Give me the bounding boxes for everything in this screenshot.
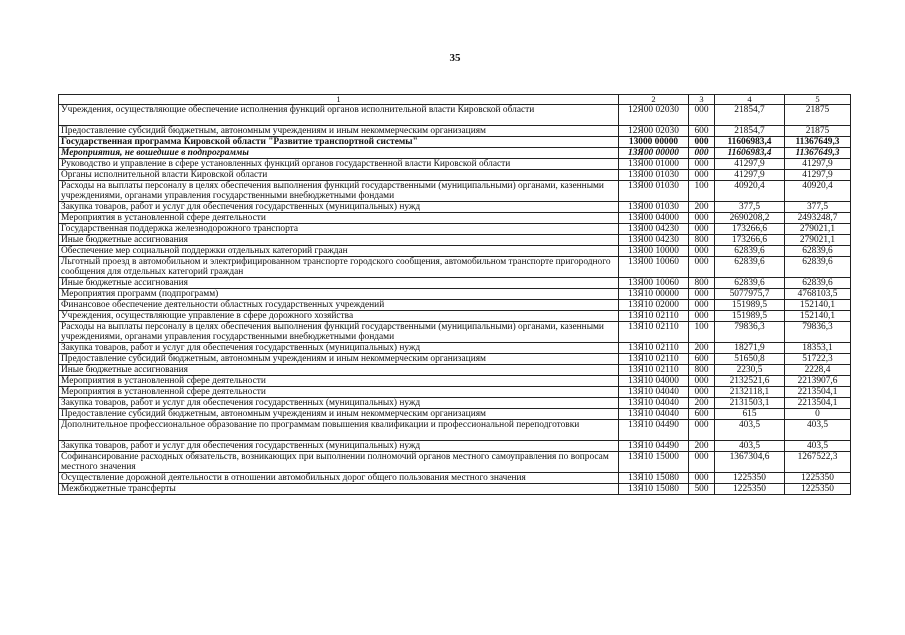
- table-row: [59, 246, 851, 257]
- cell-code: 13Я10 04000: [619, 376, 689, 387]
- cell-code: 13Я00 01030: [619, 202, 689, 213]
- cell-expense-type: 000: [689, 213, 715, 224]
- cell-name: Предоставление субсидий бюджетным, автономным учреждениям и иным некоммерческим организациям: [59, 409, 619, 420]
- cell-name: Мероприятия в установленной сфере деятельности: [59, 387, 619, 398]
- cell-code: 12Я00 02030: [619, 126, 689, 137]
- table-row: [59, 387, 851, 398]
- cell-code: 12Я00 02030: [619, 105, 689, 126]
- cell-amount-col4: 2132521,6: [715, 376, 785, 387]
- cell-expense-type: 000: [689, 387, 715, 398]
- table-row: [59, 181, 851, 202]
- cell-code: 13Я10 02110: [619, 343, 689, 354]
- cell-code: 13Я10 15080: [619, 484, 689, 495]
- cell-amount-col5: 41297,9: [785, 159, 851, 170]
- table-row: [59, 278, 851, 289]
- cell-name: Расходы на выплаты персоналу в целях обеспечения выполнения функций государственными (муниципальными) органами, казенными учреждениями, органами управления государственными внебюджетными фондами: [59, 322, 619, 343]
- cell-amount-col5: 62839,6: [785, 278, 851, 289]
- cell-name: Закупка товаров, работ и услуг для обеспечения государственных (муниципальных) нужд: [59, 398, 619, 409]
- cell-expense-type: 000: [689, 289, 715, 300]
- cell-amount-col5: 4768103,5: [785, 289, 851, 300]
- cell-expense-type: 800: [689, 278, 715, 289]
- cell-amount-col4: 151989,5: [715, 300, 785, 311]
- cell-name: Руководство и управление в сфере установленных функций органов государственной власти Кировской области: [59, 159, 619, 170]
- cell-amount-col4: 2131503,1: [715, 398, 785, 409]
- cell-amount-col4: 377,5: [715, 202, 785, 213]
- cell-name: Мероприятия программ (подпрограмм): [59, 289, 619, 300]
- cell-amount-col4: 21854,7: [715, 126, 785, 137]
- cell-name: Обеспечение мер социальной поддержки отдельных категорий граждан: [59, 246, 619, 257]
- table-row: [59, 420, 851, 441]
- cell-amount-col4: 2132118,1: [715, 387, 785, 398]
- cell-name: Иные бюджетные ассигнования: [59, 278, 619, 289]
- cell-code: 13Я10 00000: [619, 289, 689, 300]
- cell-expense-type: 000: [689, 105, 715, 126]
- budget-table: [58, 94, 851, 495]
- cell-code: 13Я10 02110: [619, 365, 689, 376]
- cell-name: Мероприятия в установленной сфере деятельности: [59, 213, 619, 224]
- cell-amount-col4: 615: [715, 409, 785, 420]
- cell-amount-col5: 2213907,6: [785, 376, 851, 387]
- cell-amount-col5: 0: [785, 409, 851, 420]
- cell-amount-col5: 403,5: [785, 441, 851, 452]
- cell-name: Предоставление субсидий бюджетным, автономным учреждениям и иным некоммерческим организациям: [59, 354, 619, 365]
- cell-code: 13Я00 01000: [619, 159, 689, 170]
- cell-amount-col4: 1367304,6: [715, 452, 785, 473]
- cell-code: 13Я10 02110: [619, 322, 689, 343]
- table-row: [59, 409, 851, 420]
- cell-amount-col5: 279021,1: [785, 224, 851, 235]
- cell-code: 13Я10 04040: [619, 398, 689, 409]
- cell-amount-col4: 41297,9: [715, 159, 785, 170]
- cell-expense-type: 600: [689, 126, 715, 137]
- cell-name: Закупка товаров, работ и услуг для обеспечения государственных (муниципальных) нужд: [59, 343, 619, 354]
- cell-expense-type: 200: [689, 441, 715, 452]
- cell-name: Иные бюджетные ассигнования: [59, 235, 619, 246]
- cell-expense-type: 500: [689, 484, 715, 495]
- cell-code: 13Я00 04230: [619, 224, 689, 235]
- cell-expense-type: 000: [689, 420, 715, 441]
- cell-code: 13Я10 04490: [619, 420, 689, 441]
- cell-code: 13Я00 04000: [619, 213, 689, 224]
- cell-amount-col5: 2493248,7: [785, 213, 851, 224]
- cell-name: Дополнительное профессиональное образование по программам повышения квалификации и профессиональной переподготовки: [59, 420, 619, 441]
- cell-expense-type: 600: [689, 409, 715, 420]
- cell-code: 13Я00 04230: [619, 235, 689, 246]
- cell-amount-col4: 403,5: [715, 420, 785, 441]
- cell-name: Органы исполнительной власти Кировской области: [59, 170, 619, 181]
- table-row: [59, 473, 851, 484]
- page-number: 35: [449, 52, 461, 64]
- cell-amount-col4: 18271,9: [715, 343, 785, 354]
- table-row: [59, 322, 851, 343]
- cell-code: 13Я00 00000: [619, 148, 689, 159]
- cell-amount-col5: 1225350: [785, 473, 851, 484]
- cell-expense-type: 000: [689, 257, 715, 278]
- cell-amount-col5: 21875: [785, 105, 851, 126]
- table-row: [59, 105, 851, 126]
- cell-expense-type: 100: [689, 181, 715, 202]
- cell-code: 13Я10 02000: [619, 300, 689, 311]
- header-col-type: 3: [689, 95, 715, 105]
- cell-code: 13Я10 04040: [619, 409, 689, 420]
- table-row: [59, 170, 851, 181]
- cell-amount-col4: 11606983,4: [715, 148, 785, 159]
- cell-name: Учреждения, осуществляющие управление в сфере дорожного хозяйства: [59, 311, 619, 322]
- cell-amount-col5: 403,5: [785, 420, 851, 441]
- cell-name: Льготный проезд в автомобильном и электрифицированном транспорте городского сообщения, автомобильном транспорте пригородного сообщения для отдельных категорий граждан: [59, 257, 619, 278]
- cell-amount-col4: 62839,6: [715, 278, 785, 289]
- table-row: [59, 300, 851, 311]
- cell-amount-col4: 1225350: [715, 484, 785, 495]
- table-row: [59, 148, 851, 159]
- cell-amount-col5: 1225350: [785, 484, 851, 495]
- cell-amount-col5: 79836,3: [785, 322, 851, 343]
- cell-amount-col5: 279021,1: [785, 235, 851, 246]
- cell-name: Межбюджетные трансферты: [59, 484, 619, 495]
- cell-code: 13Я10 15000: [619, 452, 689, 473]
- cell-name: Государственная программа Кировской области "Развитие транспортной системы": [59, 137, 619, 148]
- table-row: [59, 257, 851, 278]
- cell-expense-type: 000: [689, 137, 715, 148]
- cell-expense-type: 200: [689, 398, 715, 409]
- cell-code: 13Я10 04490: [619, 441, 689, 452]
- cell-amount-col4: 2230,5: [715, 365, 785, 376]
- header-col-code: 2: [619, 95, 689, 105]
- cell-code: 13Я10 15080: [619, 473, 689, 484]
- cell-amount-col5: 21875: [785, 126, 851, 137]
- cell-name: Мероприятия, не вошедшие в подпрограммы: [59, 148, 619, 159]
- cell-expense-type: 000: [689, 148, 715, 159]
- table-row: [59, 202, 851, 213]
- table-header-row: [59, 95, 851, 105]
- cell-expense-type: 000: [689, 170, 715, 181]
- cell-expense-type: 800: [689, 235, 715, 246]
- cell-amount-col5: 2213504,1: [785, 387, 851, 398]
- cell-amount-col4: 51650,8: [715, 354, 785, 365]
- table-row: [59, 376, 851, 387]
- cell-name: Финансовое обеспечение деятельности областных государственных учреждений: [59, 300, 619, 311]
- cell-amount-col5: 62839,6: [785, 246, 851, 257]
- header-col-name: 1: [59, 95, 619, 105]
- cell-expense-type: 000: [689, 311, 715, 322]
- table-row: [59, 441, 851, 452]
- cell-amount-col5: 152140,1: [785, 311, 851, 322]
- cell-amount-col4: 151989,5: [715, 311, 785, 322]
- cell-code: 13Я00 10060: [619, 278, 689, 289]
- cell-amount-col5: 41297,9: [785, 170, 851, 181]
- table-row: [59, 484, 851, 495]
- cell-name: Осуществление дорожной деятельности в отношении автомобильных дорог общего пользования местного значения: [59, 473, 619, 484]
- cell-code: 13Я00 10000: [619, 246, 689, 257]
- cell-amount-col4: 5077975,7: [715, 289, 785, 300]
- table-row: [59, 137, 851, 148]
- cell-name: Закупка товаров, работ и услуг для обеспечения государственных (муниципальных) нужд: [59, 202, 619, 213]
- table-row: [59, 398, 851, 409]
- table-row: [59, 235, 851, 246]
- cell-amount-col4: 2690208,2: [715, 213, 785, 224]
- table-row: [59, 224, 851, 235]
- cell-amount-col5: 51722,3: [785, 354, 851, 365]
- cell-amount-col4: 403,5: [715, 441, 785, 452]
- cell-code: 13Я00 01030: [619, 181, 689, 202]
- cell-expense-type: 000: [689, 473, 715, 484]
- cell-amount-col5: 1267522,3: [785, 452, 851, 473]
- cell-amount-col5: 377,5: [785, 202, 851, 213]
- cell-code: 13Я10 02110: [619, 311, 689, 322]
- cell-amount-col5: 11367649,3: [785, 148, 851, 159]
- cell-amount-col5: 62839,6: [785, 257, 851, 278]
- header-col-year1: 4: [715, 95, 785, 105]
- cell-expense-type: 000: [689, 300, 715, 311]
- table-row: [59, 213, 851, 224]
- cell-amount-col4: 21854,7: [715, 105, 785, 126]
- cell-expense-type: 000: [689, 452, 715, 473]
- cell-amount-col4: 173266,6: [715, 235, 785, 246]
- cell-expense-type: 000: [689, 159, 715, 170]
- cell-amount-col4: 173266,6: [715, 224, 785, 235]
- cell-code: 13Я00 10060: [619, 257, 689, 278]
- table-row: [59, 311, 851, 322]
- cell-expense-type: 200: [689, 202, 715, 213]
- cell-expense-type: 100: [689, 322, 715, 343]
- cell-amount-col5: 40920,4: [785, 181, 851, 202]
- cell-amount-col5: 18353,1: [785, 343, 851, 354]
- cell-code: 13Я10 02110: [619, 354, 689, 365]
- cell-amount-col4: 62839,6: [715, 257, 785, 278]
- cell-amount-col4: 11606983,4: [715, 137, 785, 148]
- table-row: [59, 343, 851, 354]
- cell-amount-col4: 1225350: [715, 473, 785, 484]
- cell-name: Расходы на выплаты персоналу в целях обеспечения выполнения функций государственными (муниципальными) органами, казенными учреждениями, органами управления государственными внебюджетными фондами: [59, 181, 619, 202]
- table-row: [59, 354, 851, 365]
- cell-amount-col5: 2228,4: [785, 365, 851, 376]
- cell-code: 13Я00 01030: [619, 170, 689, 181]
- cell-code: 13000 00000: [619, 137, 689, 148]
- cell-expense-type: 600: [689, 354, 715, 365]
- cell-name: Предоставление субсидий бюджетным, автономным учреждениям и иным некоммерческим организациям: [59, 126, 619, 137]
- cell-expense-type: 800: [689, 365, 715, 376]
- cell-expense-type: 000: [689, 376, 715, 387]
- cell-name: Государственная поддержка железнодорожного транспорта: [59, 224, 619, 235]
- header-col-year2: 5: [785, 95, 851, 105]
- cell-expense-type: 000: [689, 224, 715, 235]
- cell-amount-col4: 62839,6: [715, 246, 785, 257]
- table-row: [59, 159, 851, 170]
- cell-amount-col5: 2213504,1: [785, 398, 851, 409]
- cell-amount-col4: 79836,3: [715, 322, 785, 343]
- cell-expense-type: 000: [689, 246, 715, 257]
- cell-name: Закупка товаров, работ и услуг для обеспечения государственных (муниципальных) нужд: [59, 441, 619, 452]
- cell-code: 13Я10 04040: [619, 387, 689, 398]
- cell-name: Учреждения, осуществляющие обеспечение исполнения функций органов исполнительной власти Кировской области: [59, 105, 619, 126]
- cell-amount-col5: 11367649,3: [785, 137, 851, 148]
- table-row: [59, 452, 851, 473]
- table-row: [59, 289, 851, 300]
- table-row: [59, 365, 851, 376]
- table-row: [59, 126, 851, 137]
- cell-name: Иные бюджетные ассигнования: [59, 365, 619, 376]
- cell-expense-type: 200: [689, 343, 715, 354]
- cell-amount-col4: 40920,4: [715, 181, 785, 202]
- cell-amount-col5: 152140,1: [785, 300, 851, 311]
- cell-name: Мероприятия в установленной сфере деятельности: [59, 376, 619, 387]
- cell-name: Софинансирование расходных обязательств, возникающих при выполнении полномочий органов местного самоуправления по вопросам местного значения: [59, 452, 619, 473]
- cell-amount-col4: 41297,9: [715, 170, 785, 181]
